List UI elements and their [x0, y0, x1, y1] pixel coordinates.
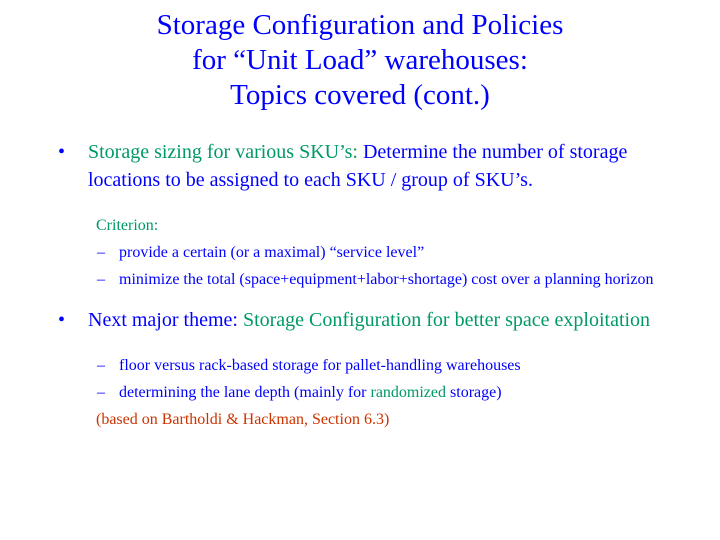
theme-item-text-suffix: storage)	[446, 384, 502, 401]
bullet-next-theme	[58, 306, 668, 334]
theme-item	[97, 352, 664, 379]
title-line-1: Storage Configuration and Policies	[156, 9, 564, 41]
criterion-item-text: minimize the total (space+equipment+labor+shortage) cost over a planning horizon	[119, 271, 654, 288]
bullet-marker: •	[58, 141, 66, 163]
title-line-3: Topics covered (cont.)	[230, 79, 490, 111]
dash-marker: –	[97, 244, 105, 261]
slide-title	[40, 8, 680, 113]
bullet-lead-text: Next major theme:	[88, 309, 238, 331]
criterion-item-text: provide a certain (or a maximal) “service level”	[119, 244, 425, 261]
dash-marker: –	[97, 384, 105, 401]
theme-item-text: floor versus rack-based storage for pallet-handling warehouses	[119, 357, 521, 374]
criterion-item	[97, 266, 664, 293]
title-line-2: for “Unit Load” warehouses:	[192, 44, 528, 76]
theme-item	[97, 379, 664, 406]
reference-note: (based on Bartholdi & Hackman, Section 6.3)	[96, 411, 390, 428]
dash-marker: –	[97, 271, 105, 288]
criterion-item	[97, 239, 664, 266]
bullet-marker: •	[58, 309, 66, 331]
bullet-body-text: Storage Configuration for better space exploitation	[237, 309, 651, 331]
bullet-lead-text: Storage sizing for various SKU’s:	[88, 141, 358, 163]
criterion-label: Criterion:	[96, 217, 159, 234]
bullet-body-text: Determine the number of storage locations to be assigned to each SKU / group of SKU’s.	[88, 141, 628, 191]
slide-body	[0, 138, 720, 433]
bullet-storage-sizing	[58, 138, 668, 194]
dash-marker: –	[97, 357, 105, 374]
theme-item-text-prefix: determining the lane depth (mainly for	[119, 384, 371, 401]
theme-item-highlight: randomized	[370, 384, 447, 401]
